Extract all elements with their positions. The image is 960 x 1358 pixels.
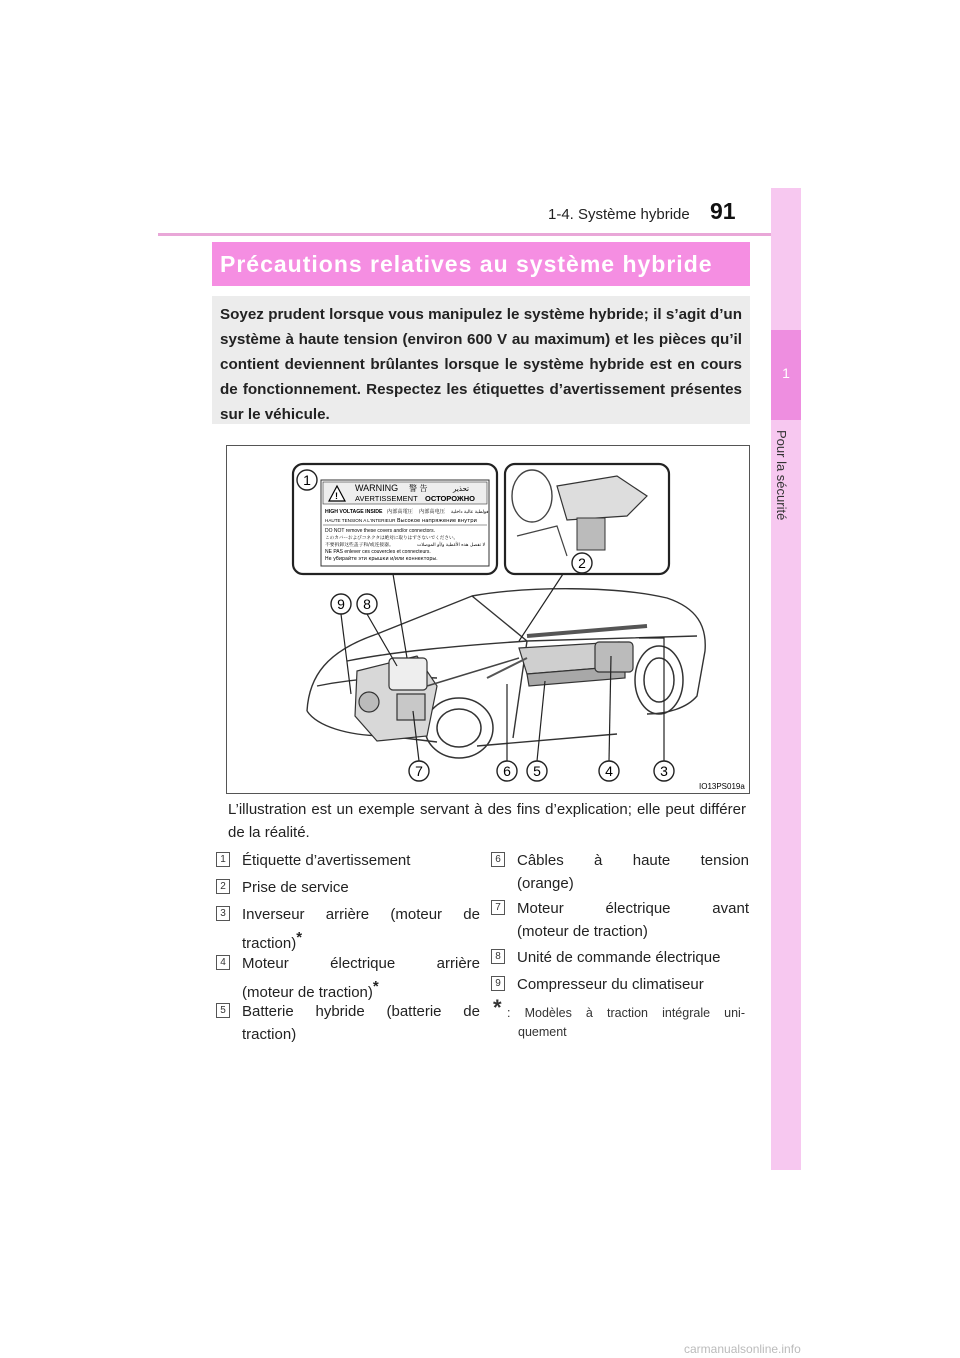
car-diagram	[227, 446, 751, 795]
callout-9: 9	[337, 596, 345, 612]
chapter-title: Pour la sécurité	[774, 430, 789, 521]
page-title: Précautions relatives au système hybride	[212, 242, 750, 286]
label-ar-warning: تحذير	[453, 485, 469, 493]
legend-text-line2: traction)	[242, 1026, 297, 1043]
legend-text-line2: (orange)	[517, 875, 574, 892]
label-line-2: このカバーおよびコネクタは絶対に取りはずさないでください。	[325, 536, 459, 541]
asterisk-icon: *	[493, 995, 502, 1020]
legend-number: 8	[491, 949, 505, 964]
section-title: 1-4. Système hybride	[548, 206, 690, 223]
label-hv-inside: HIGH VOLTAGE INSIDE	[325, 509, 383, 515]
label-jp-warning: 警 告	[409, 484, 428, 493]
legend-text: Unité de commande électrique	[517, 949, 721, 966]
label-avertissement: AVERTISSEMENT	[355, 494, 418, 503]
legend-number: 9	[491, 976, 505, 991]
callout-1: 1	[303, 472, 311, 488]
legend-text: Étiquette d’avertissement	[242, 852, 411, 869]
legend-text-line1: Moteur électrique arrière	[242, 955, 480, 972]
header-divider	[158, 233, 801, 236]
label-ht-interieur: HAUTE TENSION A L'INTERIEUR	[325, 518, 396, 523]
label-jp-hv: 内部高電圧	[387, 509, 413, 515]
svg-text:!: !	[335, 491, 338, 501]
label-ar-hv: فولطية عالية داخلية	[451, 510, 489, 515]
asterisk-icon: *	[372, 978, 379, 995]
callout-5: 5	[533, 763, 541, 779]
legend-text-line2: traction)*	[242, 929, 303, 952]
legend-number: 7	[491, 900, 505, 915]
label-line-3: 不要拆卸这些盖子和/或连接器。	[325, 543, 394, 548]
callout-4: 4	[605, 763, 613, 779]
legend-text: Prise de service	[242, 879, 349, 896]
legend-number: 1	[216, 852, 230, 867]
legend-text-line1: Batterie hybride (batterie de	[242, 1003, 480, 1020]
footnote-line1: : Modèles à traction intégrale uni-	[507, 1006, 745, 1020]
callout-6: 6	[503, 763, 511, 779]
warning-label-inset	[293, 464, 497, 574]
legend-text-line2: (moteur de traction)	[517, 923, 648, 940]
label-cn-hv: 内部高电压	[419, 509, 445, 515]
callout-7: 7	[415, 763, 423, 779]
figure-caption: L’illustration est un exemple servant à des fins d’explication; elle peut différer de la réalité.	[228, 801, 746, 841]
image-code: IO13PS019a	[699, 782, 745, 791]
legend-number: 3	[216, 906, 230, 921]
legend-number: 5	[216, 1003, 230, 1018]
label-line-3b: لا تفصل هذه الأغطية و/أو الموصلات	[417, 543, 486, 548]
label-ru-hv: Высокое напряжение внутри	[397, 518, 477, 524]
legend-text-line1: Moteur électrique avant	[517, 900, 749, 917]
page-number: 91	[710, 198, 736, 224]
label-warning-text: WARNING	[355, 483, 399, 493]
engine-compartment	[355, 656, 437, 741]
callout-3: 3	[660, 763, 668, 779]
hybrid-battery	[427, 626, 647, 686]
hybrid-system-illustration	[226, 445, 750, 794]
legend-text-line2: (moteur de traction)*	[242, 978, 379, 1001]
asterisk-icon: *	[296, 929, 303, 946]
legend-number: 6	[491, 852, 505, 867]
label-line-4: NE PAS enlever ces couvercles et connecteurs.	[325, 549, 431, 555]
callout-8: 8	[363, 596, 371, 612]
label-line-1: DO NOT remove these covers and/or connectors.	[325, 528, 435, 534]
callout-2: 2	[578, 555, 586, 571]
intro-text: Soyez prudent lorsque vous manipulez le système hybride; il s’agit d’un système à haute tension (environ 600 V au maximum) et les pièces qu’il contient deviennent brûlantes lorsque le système hybride est en cours de fonctionnement. Respectez les étiquettes d’avertissement présentes sur le véhicule.	[212, 296, 750, 424]
legend-number: 4	[216, 955, 230, 970]
chapter-number: 1	[782, 365, 790, 381]
footnote-line2: quement	[518, 1025, 567, 1039]
legend-number: 2	[216, 879, 230, 894]
legend-text: Compresseur du climatiseur	[517, 976, 704, 993]
watermark-logo: carmanualsonline.info	[684, 1342, 801, 1356]
legend-text-line1: Câbles à haute tension	[517, 852, 749, 869]
label-ru-warning: ОСТОРОЖНО	[425, 494, 475, 503]
legend-text-line1: Inverseur arrière (moteur de	[242, 906, 480, 923]
label-line-5: Не убирайте эти крышки и/или коннекторы.	[325, 557, 438, 562]
